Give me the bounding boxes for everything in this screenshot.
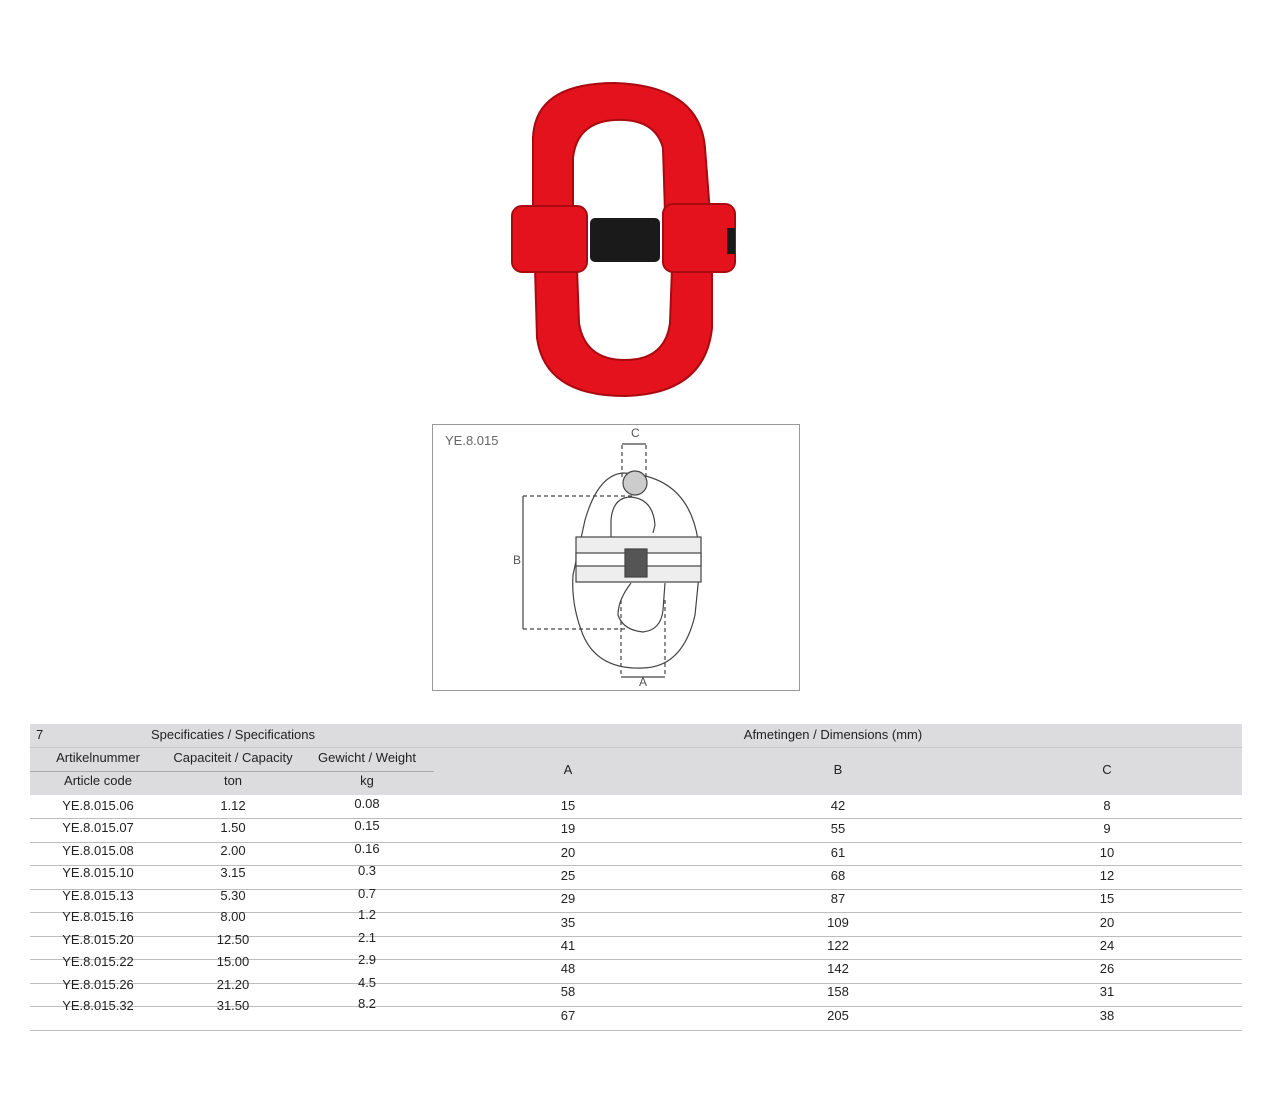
product-photo-connecting-link: [505, 78, 740, 400]
table-cell: 109: [827, 914, 849, 930]
specifications-table: [30, 724, 1242, 1034]
table-cell: 1.12: [220, 798, 246, 813]
table-cell: 19: [560, 821, 576, 837]
table-cell: 9: [1103, 821, 1111, 837]
table-cell: 8: [1103, 798, 1111, 813]
table-cell: 8.2: [357, 996, 377, 1011]
dimension-b-label: B: [513, 553, 522, 567]
table-cell: 1.50: [220, 820, 246, 835]
row-divider: [30, 1030, 1242, 1031]
col-article-code: Article code: [64, 773, 132, 788]
table-cell: YE.8.015.22: [62, 954, 134, 969]
technical-drawing: [432, 424, 800, 691]
table-cell: 24: [1099, 937, 1115, 953]
col-b: B: [833, 762, 843, 777]
col-c: C: [1102, 762, 1112, 777]
table-cell: 25: [560, 867, 576, 883]
row-divider: [30, 936, 1242, 937]
dimension-a-label: A: [639, 675, 648, 689]
table-cell: YE.8.015.10: [62, 865, 134, 880]
link-diagram: [433, 425, 799, 690]
table-cell: 15.00: [216, 954, 250, 969]
table-cell: YE.8.015.20: [62, 932, 134, 947]
table-cell: 1.2: [357, 907, 377, 922]
table-cell: 3.15: [220, 865, 246, 880]
table-cell: 2.9: [357, 952, 377, 967]
table-cell: 0.15: [354, 818, 380, 833]
table-cell: 2.00: [220, 843, 246, 858]
table-cell: 142: [827, 961, 849, 977]
table-cell: 67: [560, 1007, 576, 1023]
table-cell: 42: [830, 798, 846, 813]
row-divider: [30, 842, 1242, 843]
table-cell: 26: [1099, 961, 1115, 977]
table-cell: 35: [560, 914, 576, 930]
table-cell: 5.30: [220, 888, 246, 903]
table-cell: 0.7: [357, 886, 377, 901]
drawing-code: YE.8.015: [445, 433, 499, 448]
table-cell: 61: [830, 844, 846, 860]
table-cell: YE.8.015.26: [62, 977, 134, 992]
table-cell: YE.8.015.08: [62, 843, 134, 858]
table-cell: 41: [560, 937, 576, 953]
table-cell: 2.1: [357, 930, 377, 945]
table-cell: YE.8.015.16: [62, 909, 134, 924]
row-divider: [30, 959, 1242, 960]
table-cell: 158: [827, 984, 849, 1000]
col-capacity-unit: ton: [223, 773, 243, 788]
dimension-c-label: C: [631, 426, 640, 440]
table-cell: 8.00: [220, 909, 246, 924]
col-article-number: Artikelnummer: [56, 750, 140, 765]
table-cell: 4.5: [357, 975, 377, 990]
col-capacity: Capaciteit / Capacity: [173, 750, 293, 765]
table-cell: 122: [827, 937, 849, 953]
section-number: 7: [36, 727, 44, 742]
table-cell: 48: [560, 961, 576, 977]
table-cell: 205: [827, 1007, 849, 1023]
table-cell: 15: [1099, 891, 1115, 907]
col-weight: Gewicht / Weight: [317, 750, 417, 765]
table-cell: 21.20: [216, 977, 250, 992]
table-cell: 20: [560, 844, 576, 860]
table-cell: 0.16: [354, 841, 380, 856]
table-cell: YE.8.015.07: [62, 820, 134, 835]
row-divider: [30, 889, 1242, 890]
row-divider: [30, 983, 1242, 984]
row-divider: [30, 865, 1242, 866]
table-cell: 15: [560, 798, 576, 813]
col-weight-unit: kg: [360, 773, 374, 788]
table-cell: 55: [830, 821, 846, 837]
table-cell: 12.50: [216, 932, 250, 947]
dimensions-header: Afmetingen / Dimensions (mm): [743, 727, 923, 742]
table-cell: YE.8.015.32: [62, 998, 134, 1013]
table-cell: 87: [830, 891, 846, 907]
col-a: A: [563, 762, 573, 777]
row-divider: [30, 818, 1242, 819]
table-cell: 38: [1099, 1007, 1115, 1023]
row-divider: [30, 912, 1242, 913]
table-cell: YE.8.015.06: [62, 798, 134, 813]
table-cell: YE.8.015.13: [62, 888, 134, 903]
row-divider: [30, 1006, 1242, 1007]
table-cell: 68: [830, 867, 846, 883]
table-cell: 58: [560, 984, 576, 1000]
table-cell: 10: [1099, 844, 1115, 860]
spec-header: Specificaties / Specifications: [150, 727, 316, 742]
table-cell: 31.50: [216, 998, 250, 1013]
table-cell: 12: [1099, 867, 1115, 883]
table-cell: 29: [560, 891, 576, 907]
table-cell: 0.3: [357, 863, 377, 878]
table-cell: 20: [1099, 914, 1115, 930]
table-cell: 0.08: [354, 796, 380, 811]
table-cell: 31: [1099, 984, 1115, 1000]
